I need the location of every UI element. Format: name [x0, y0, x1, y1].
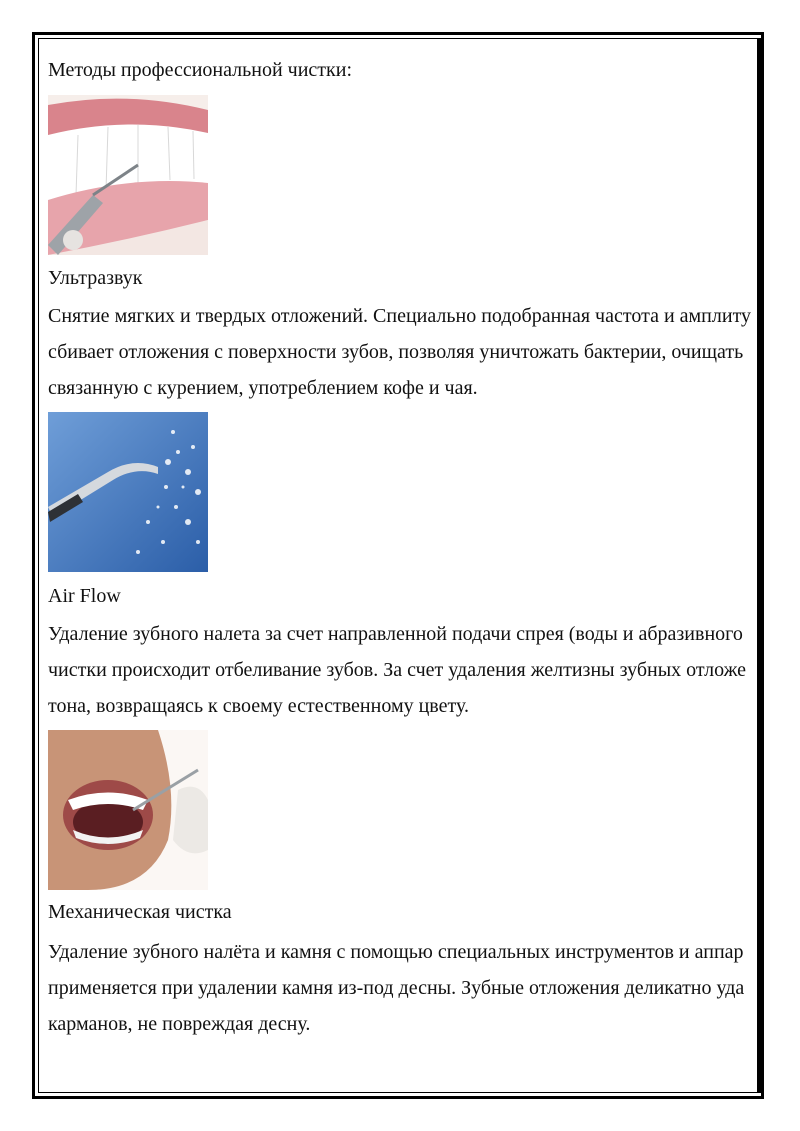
description-line: Снятие мягких и твердых отложений. Специально подобранная частота и амплиту [48, 305, 752, 327]
description-line: карманов, не повреждая десну. [48, 1013, 311, 1035]
description-line: применяется при удалении камня из-под десны. Зубные отложения деликатно уда [48, 977, 745, 999]
description-line: тона, возвращаясь к своему естественному цвету. [48, 695, 469, 717]
description-line: Удаление зубного налёта и камня с помощью специальных инструментов и аппар [48, 941, 744, 963]
description-line: сбивает отложения с поверхности зубов, позволяя уничтожать бактерии, очищать [48, 341, 744, 363]
mechanical-cleaning-open-mouth-photo [48, 730, 208, 890]
ultrasonic-scaler-teeth-photo [48, 95, 208, 255]
page-heading: Методы профессиональной чистки: [48, 59, 353, 81]
method-description-air-flow [48, 616, 800, 724]
method-title-ultrasound: Ультразвук [48, 267, 143, 289]
method-title-air-flow: Air Flow [48, 585, 121, 607]
description-line: Удаление зубного налета за счет направленной подачи спрея (воды и абразивного [48, 623, 743, 645]
air-flow-spray-nozzle-photo [48, 412, 208, 572]
method-title-mechanical: Механическая чистка [48, 901, 232, 923]
description-line: чистки происходит отбеливание зубов. За счет удаления желтизны зубных отложе [48, 659, 747, 681]
description-line: связанную с курением, употреблением кофе и чая. [48, 377, 478, 399]
method-description-mechanical [48, 934, 800, 1042]
page-border-right [758, 38, 763, 1093]
method-description-ultrasound [48, 298, 800, 406]
